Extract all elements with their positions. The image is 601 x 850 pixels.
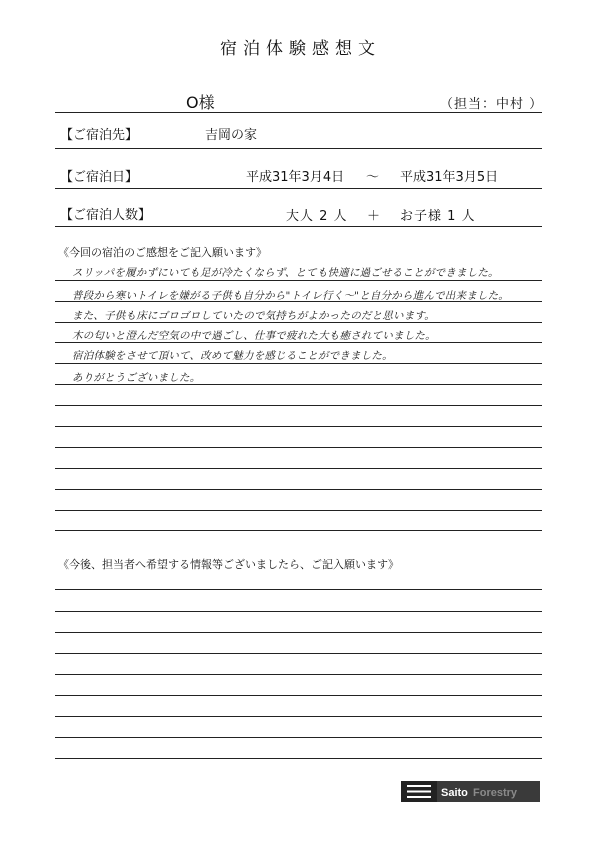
ruled-line [55, 695, 542, 696]
ruled-line [55, 384, 542, 385]
document-title: 宿泊体験感想文 [220, 39, 381, 59]
ruled-line [55, 405, 542, 406]
lodging-place-label: 【ご宿泊先】 [60, 128, 139, 143]
impressions-heading: 《今回の宿泊のご感想をご記入願います》 [58, 246, 267, 259]
impression-line: 宿泊体験をさせて頂いて、改めて魅力を感じることができました。 [72, 350, 393, 362]
ruled-line [55, 589, 542, 590]
impression-line: スリッパを履かずにいても足が冷たくならず、とても快適に過ごせることができました。 [72, 267, 499, 279]
date-to: 平成31年3月5日 [400, 170, 499, 185]
plus-sign: ＋ [367, 209, 381, 224]
ruled-line [55, 280, 542, 281]
guest-count-label: 【ご宿泊人数】 [60, 208, 152, 223]
logo-text-saito: Saito [441, 787, 468, 799]
ruled-line [55, 468, 542, 469]
impression-line: 普段から寒いトイレを嫌がる子供も自分から"トイレ行く～"と自分から進んで出来ました。 [72, 290, 510, 302]
date-from: 平成31年3月4日 [246, 170, 345, 185]
lodging-place-value: 吉岡の家 [205, 128, 258, 143]
ruled-line [55, 737, 542, 738]
child-count: お子様 1 人 [400, 209, 476, 224]
impression-line: また、子供も床にゴロゴロしていたので気持ちがよかったのだと思います。 [72, 310, 435, 322]
ruled-line [55, 758, 542, 759]
ruled-line [55, 530, 542, 531]
ruled-line [55, 301, 542, 302]
divider [55, 188, 542, 189]
ruled-line [55, 322, 542, 323]
ruled-line [55, 611, 542, 612]
lodging-date-label: 【ご宿泊日】 [60, 170, 139, 185]
ruled-line [55, 489, 542, 490]
divider [55, 112, 542, 113]
impression-line: 木の匂いと澄んだ空気の中で過ごし、仕事で疲れた大も癒されていました。 [72, 330, 436, 342]
ruled-line [55, 510, 542, 511]
ruled-line [55, 674, 542, 675]
ruled-line [55, 447, 542, 448]
ruled-line [55, 426, 542, 427]
ruled-line [55, 632, 542, 633]
saito-forestry-logo [401, 781, 540, 802]
impression-line: ありがとうございました。 [72, 372, 201, 384]
adult-count: 大人 2 人 [286, 209, 348, 224]
divider [55, 148, 542, 149]
guest-name: O様 [186, 93, 215, 112]
staff-in-charge: （担当：中村 ） [440, 97, 544, 112]
ruled-line [55, 342, 542, 343]
date-separator: ～ [366, 170, 380, 185]
ruled-line [55, 363, 542, 364]
ruled-line [55, 653, 542, 654]
divider [55, 226, 542, 227]
ruled-line [55, 716, 542, 717]
logo-text-forestry: Forestry [473, 787, 518, 799]
requests-heading: 《今後、担当者へ希望する情報等ございましたら、ご記入願います》 [58, 558, 399, 571]
